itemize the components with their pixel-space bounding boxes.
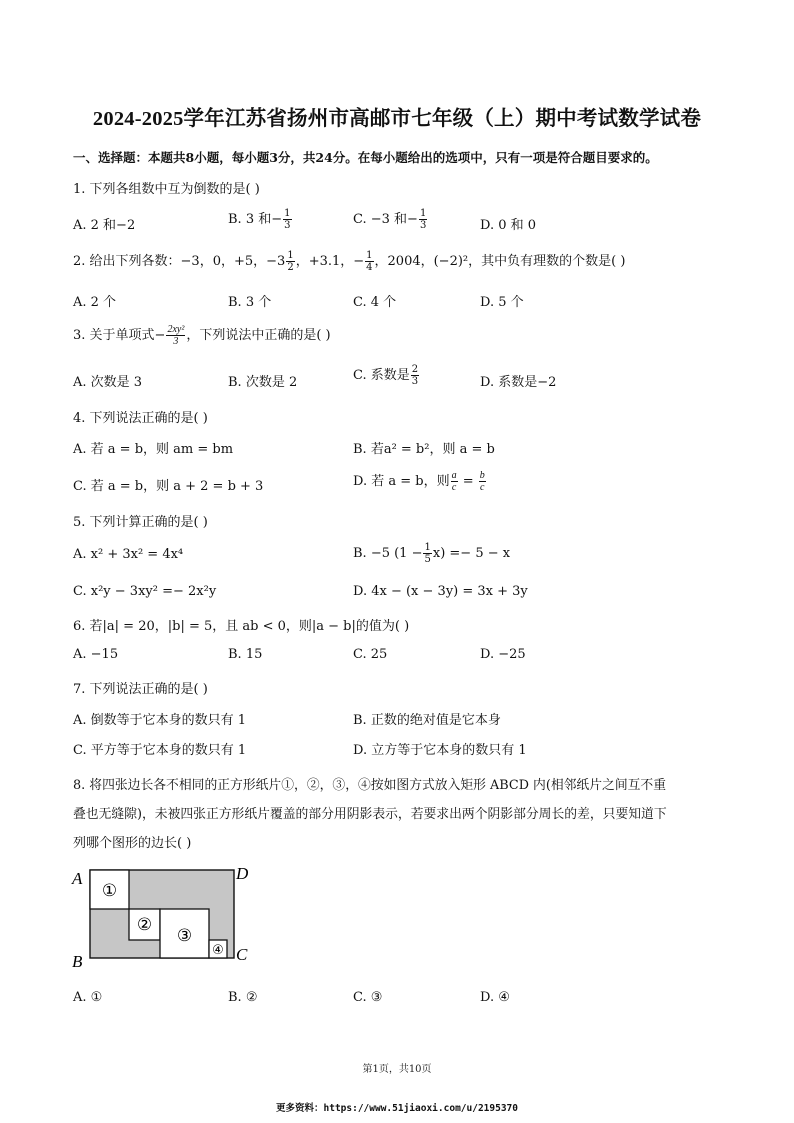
- fraction-denominator: 3: [411, 376, 419, 387]
- question-7-option-b: B. 正数的绝对值是它本身: [353, 713, 501, 728]
- vertex-d: D: [236, 864, 249, 883]
- question-8-option-d: D. ④: [480, 990, 510, 1005]
- question-8-line-1: 8. 将四张边长各不相同的正方形纸片①，②，③，④按如图方式放入矩形 ABCD 内(相邻纸片之间互不重: [73, 778, 667, 793]
- question-6-option-b: B. 15: [228, 647, 263, 662]
- fraction-numerator: 2xy²: [167, 324, 185, 335]
- fraction-numerator: 1: [287, 250, 294, 261]
- vertex-c: C: [236, 945, 248, 964]
- fraction-numerator: 1: [419, 208, 427, 219]
- question-2-option-c: C. 4 个: [353, 295, 397, 310]
- question-4-option-a: A. 若 a = b，则 am = bm: [73, 442, 234, 457]
- question-7-option-d: D. 立方等于它本身的数只有 1: [353, 743, 527, 758]
- question-1-stem: 1. 下列各组数中互为倒数的是( ): [73, 182, 260, 197]
- fraction: [479, 470, 486, 493]
- question-6-option-a: A. −15: [73, 647, 119, 662]
- section-heading: 一、选择题：本题共8小题，每小题3分，共24分。在每小题给出的选项中，只有一项是符合题目要求的。: [73, 150, 658, 165]
- question-1-option-c: [353, 208, 428, 231]
- question-4-option-d: [353, 470, 487, 493]
- fraction-numerator: b: [479, 470, 485, 481]
- question-8-option-b: B. ②: [228, 990, 258, 1005]
- option-b-text: x) =− 5 − x: [432, 546, 511, 561]
- fraction-numerator: 1: [424, 542, 431, 553]
- fraction: [166, 324, 185, 347]
- label-2: ②: [136, 915, 153, 935]
- question-1-option-b: [228, 208, 293, 231]
- question-1-option-d: D. 0 和 0: [480, 218, 537, 233]
- label-3: ③: [176, 926, 193, 946]
- fraction-denominator: 3: [284, 220, 291, 231]
- question-2-option-a: A. 2 个: [73, 295, 117, 310]
- option-b-text: B. −5 (1 −: [353, 546, 423, 561]
- question-6-option-d: D. −25: [480, 647, 526, 662]
- page-title: 2024-2025学年江苏省扬州市高邮市七年级（上）期中考试数学试卷: [92, 108, 702, 130]
- question-2-option-b: B. 3 个: [228, 295, 272, 310]
- question-2-stem: [73, 250, 625, 273]
- fraction-denominator: 3: [173, 336, 179, 347]
- question-3-option-b: B. 次数是 2: [228, 375, 298, 390]
- question-5-option-a: A. x² + 3x² = 4x⁴: [73, 547, 184, 562]
- question-8-option-a: A. ①: [73, 990, 103, 1005]
- stem-part: 2. 给出下列各数：−3，0，+5，−3: [73, 254, 286, 269]
- fraction-denominator: c: [480, 482, 485, 493]
- question-5-stem: 5. 下列计算正确的是( ): [73, 515, 208, 530]
- question-1-option-a: A. 2 和−2: [73, 218, 136, 233]
- fraction-denominator: c: [451, 482, 457, 493]
- question-7-stem: 7. 下列说法正确的是( ): [73, 682, 208, 697]
- fraction: [283, 208, 291, 231]
- question-8-line-2: 叠也无缝隙)，未被四张正方形纸片覆盖的部分用阴影表示，若要求出两个阴影部分周长的差，只要知道下: [73, 807, 667, 822]
- question-3-option-c: [353, 364, 420, 387]
- option-b-text: B. 3 和−: [228, 212, 283, 227]
- rectangle-figure: [68, 862, 268, 972]
- fraction-denominator: 4: [366, 262, 373, 273]
- page-footer: 第1页，共10页: [362, 1064, 432, 1075]
- fraction-numerator: 1: [284, 208, 291, 219]
- question-2-option-d: D. 5 个: [480, 295, 524, 310]
- question-4-option-b: B. 若a² = b²，则 a = b: [353, 442, 495, 457]
- fraction-denominator: 5: [424, 554, 431, 565]
- stem-part: ，2004，(−2)²，其中负有理数的个数是( ): [374, 254, 626, 269]
- question-6-option-c: C. 25: [353, 647, 388, 662]
- fraction: [419, 208, 427, 231]
- fraction: [411, 364, 419, 387]
- option-d-text: D. 若 a = b，则: [353, 474, 450, 489]
- question-5-option-d: D. 4x − (x − 3y) = 3x + 3y: [353, 584, 528, 599]
- label-1: ①: [101, 881, 118, 901]
- question-4-stem: 4. 下列说法正确的是( ): [73, 411, 208, 426]
- question-3-stem: [73, 324, 331, 347]
- fraction: [365, 250, 373, 273]
- fraction-denominator: 3: [419, 220, 427, 231]
- vertex-a: A: [72, 869, 83, 888]
- option-c-text: C. 系数是: [353, 368, 410, 383]
- question-8-line-3: 列哪个图形的边长( ): [73, 836, 192, 851]
- question-3-option-a: A. 次数是 3: [73, 375, 143, 390]
- question-7-option-a: A. 倒数等于它本身的数只有 1: [73, 713, 247, 728]
- fraction-numerator: 2: [411, 364, 419, 375]
- stem-part: ，下列说法中正确的是( ): [186, 328, 331, 343]
- option-c-text: C. −3 和−: [353, 212, 418, 227]
- question-4-option-c: C. 若 a = b，则 a + 2 = b + 3: [73, 479, 264, 494]
- question-5-option-c: C. x²y − 3xy² =− 2x²y: [73, 584, 217, 599]
- fraction-numerator: 1: [366, 250, 373, 261]
- vertex-b: B: [72, 952, 83, 971]
- question-5-option-b: [353, 542, 510, 565]
- fraction: [451, 470, 458, 493]
- stem-part: ，+3.1，−: [295, 254, 365, 269]
- question-6-stem: 6. 若|a| = 20，|b| = 5，且 ab < 0，则|a − b|的值为( ): [73, 619, 410, 634]
- fraction-numerator: a: [451, 470, 457, 481]
- equals: =: [458, 474, 478, 489]
- fraction: [286, 250, 294, 273]
- fraction-denominator: 2: [287, 262, 294, 273]
- question-8-option-c: C. ③: [353, 990, 383, 1005]
- label-4: ④: [212, 943, 224, 958]
- question-7-option-c: C. 平方等于它本身的数只有 1: [73, 743, 247, 758]
- question-3-option-d: D. 系数是−2: [480, 375, 557, 390]
- stem-part: 3. 关于单项式−: [73, 328, 166, 343]
- more-resources-link[interactable]: 更多资料：https://www.51jiaoxi.com/u/2195370: [276, 1103, 518, 1114]
- fraction: [423, 542, 431, 565]
